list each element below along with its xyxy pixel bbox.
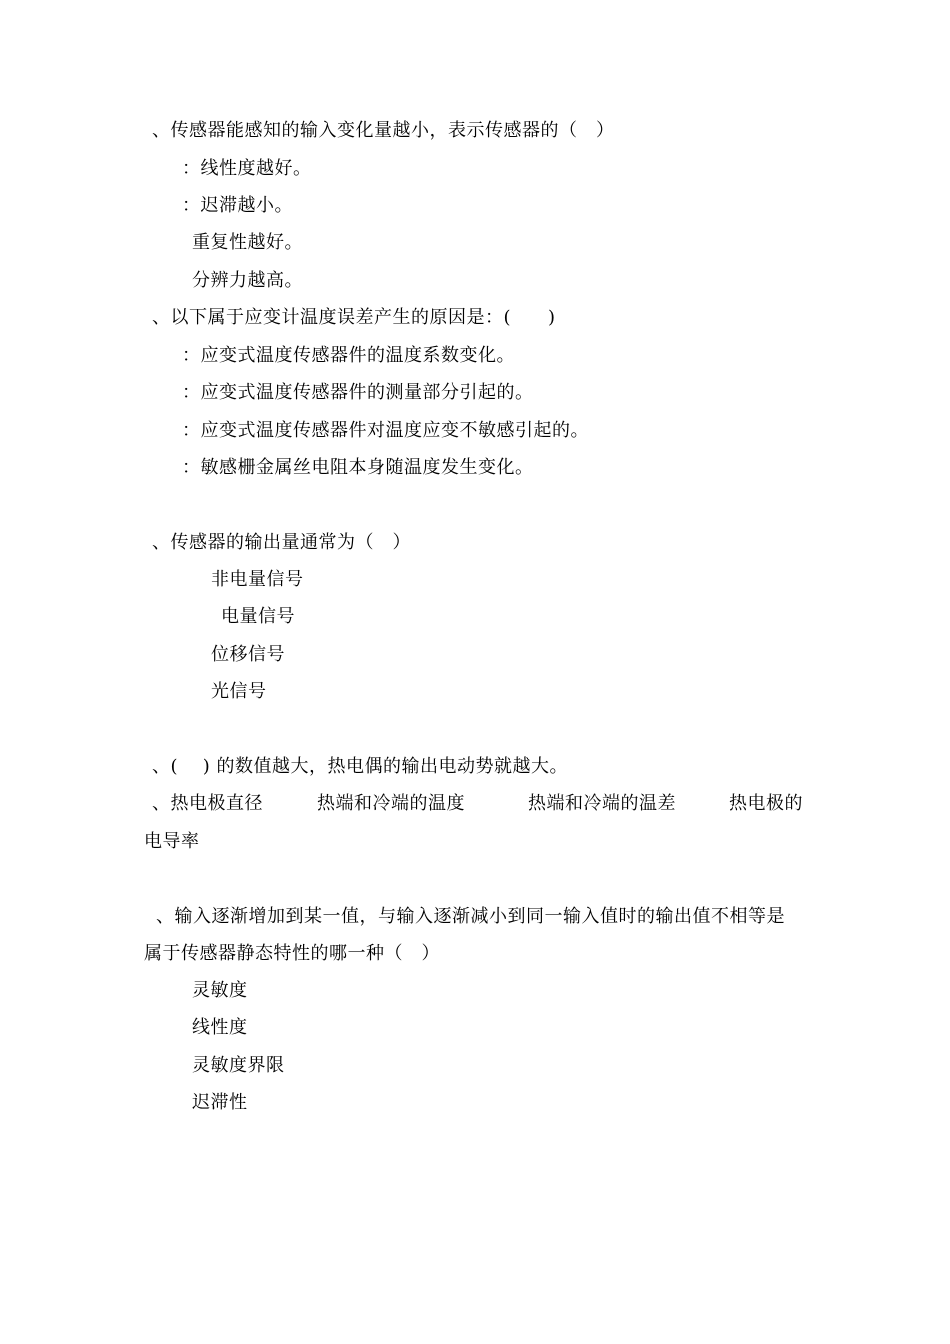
question-2-option-b: ：应变式温度传感器件的测量部分引起的。 xyxy=(182,382,534,403)
question-4-stem: 、( ) 的数值越大，热电偶的输出电动势就越大。 xyxy=(152,756,568,777)
question-3-option-b: 电量信号 xyxy=(221,606,295,627)
question-5-option-c: 灵敏度界限 xyxy=(192,1055,285,1076)
question-3-option-c: 位移信号 xyxy=(211,644,285,665)
question-4-option-a: 、热电极直径 xyxy=(152,793,263,814)
question-5-option-a: 灵敏度 xyxy=(192,980,248,1001)
question-4-option-d: 热电极的 xyxy=(729,793,803,814)
question-1-option-a: ：线性度越好。 xyxy=(182,158,312,179)
question-1-stem: 、传感器能感知的输入变化量越小，表示传感器的（ ） xyxy=(152,120,615,141)
question-3-stem: 、传感器的输出量通常为（ ） xyxy=(152,532,411,553)
question-4-option-d-continuation: 电导率 xyxy=(144,831,200,852)
question-2-option-d: ：敏感栅金属丝电阻本身随温度发生变化。 xyxy=(182,457,534,478)
question-4-option-c: 热端和冷端的温差 xyxy=(528,793,676,814)
question-1-option-d: 分辨力越高。 xyxy=(192,270,303,291)
question-3-option-a: 非电量信号 xyxy=(211,569,304,590)
question-5-stem-line-2: 属于传感器静态特性的哪一种（ ） xyxy=(144,943,440,964)
question-5-stem-line-1: 、输入逐渐增加到某一值，与输入逐渐减小到同一输入值时的输出值不相等是 xyxy=(156,906,785,927)
question-1-option-b: ：迟滞越小。 xyxy=(182,195,293,216)
question-2-option-c: ：应变式温度传感器件对温度应变不敏感引起的。 xyxy=(182,420,589,441)
question-5-option-b: 线性度 xyxy=(192,1017,248,1038)
question-4-option-b: 热端和冷端的温度 xyxy=(317,793,465,814)
question-2-stem: 、以下属于应变计温度误差产生的原因是：( ) xyxy=(152,307,556,328)
question-1-option-c: 重复性越好。 xyxy=(192,232,303,253)
question-3-option-d: 光信号 xyxy=(211,681,267,702)
question-5-option-d: 迟滞性 xyxy=(192,1092,248,1113)
question-2-option-a: ：应变式温度传感器件的温度系数变化。 xyxy=(182,345,515,366)
